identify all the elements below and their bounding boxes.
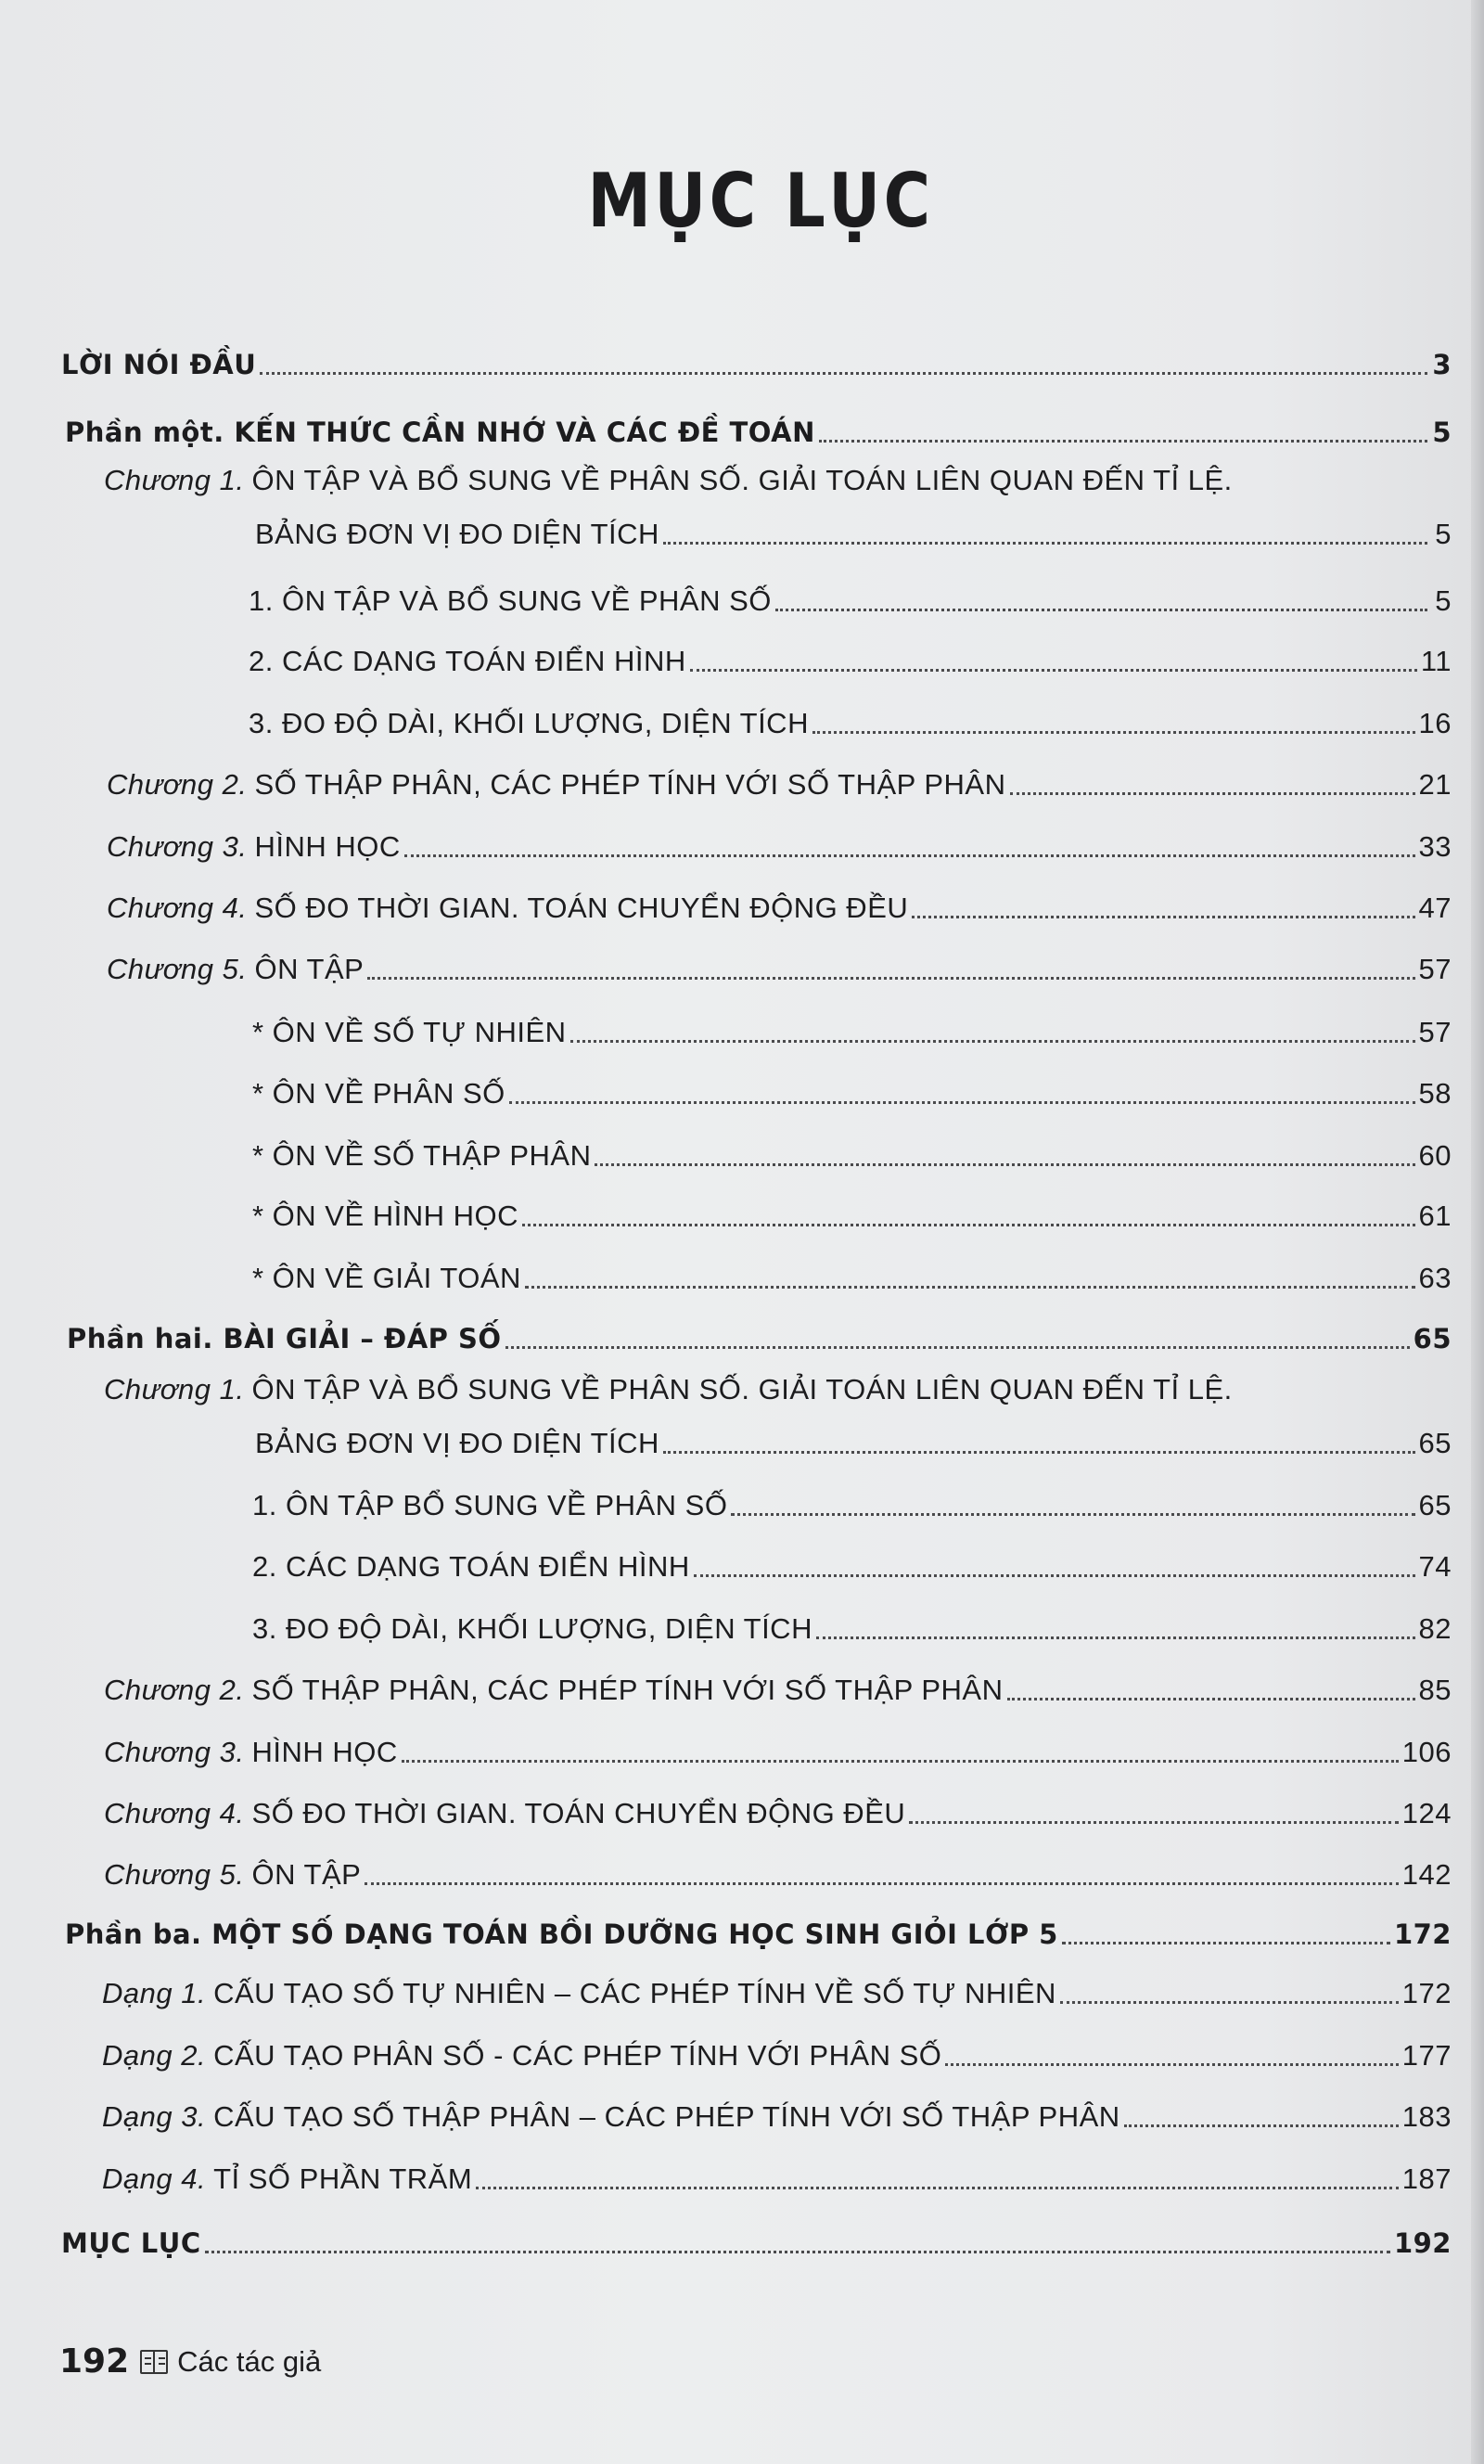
- toc-entry-label: Dạng 1.: [102, 1977, 207, 2009]
- dot-leader: [205, 2251, 1390, 2253]
- toc-entry-line1: [104, 464, 1233, 497]
- dot-leader: [912, 916, 1414, 918]
- toc-page-number: 106: [1401, 1736, 1452, 1768]
- toc-entry-label: Chương 4.: [107, 892, 248, 924]
- toc-entry-title: [107, 768, 1006, 802]
- dot-leader: [775, 609, 1427, 611]
- toc-entry-title: [107, 953, 364, 986]
- toc-entry-title: [249, 584, 772, 618]
- toc-entry-title: [107, 892, 908, 925]
- toc-entry[interactable]: [104, 1840, 1452, 1892]
- toc-entry-label: Chương 3.: [104, 1736, 245, 1768]
- toc-entry[interactable]: [107, 934, 1452, 986]
- dot-leader: [909, 1821, 1399, 1824]
- toc-entry-title: [65, 1918, 1058, 1951]
- toc-entry-text: SỐ ĐO THỜI GIAN. TOÁN CHUYỂN ĐỘNG ĐỀU: [251, 1797, 906, 1829]
- toc-page-number: 5: [1435, 518, 1452, 550]
- toc-page-number: 85: [1418, 1674, 1452, 1706]
- toc-entry-label: Chương 2.: [107, 768, 248, 801]
- dot-leader: [525, 1286, 1415, 1289]
- toc-entry-label: Chương 2.: [104, 1674, 245, 1706]
- toc-page-number: 16: [1418, 707, 1452, 739]
- toc-entry[interactable]: [102, 2144, 1452, 2196]
- book-icon: [140, 2350, 168, 2374]
- toc-entry-title: [67, 1322, 502, 1355]
- toc-entry[interactable]: [252, 1594, 1452, 1646]
- toc-page-number: 142: [1401, 1858, 1452, 1891]
- dot-leader: [945, 2063, 1398, 2066]
- toc-page-number: 58: [1418, 1077, 1452, 1110]
- toc-page-number: 60: [1418, 1139, 1452, 1172]
- dot-leader: [367, 977, 1414, 980]
- toc-page-number: 33: [1418, 830, 1452, 863]
- toc-page-number: 183: [1401, 2100, 1452, 2133]
- toc-entry-text: 3. ĐO ĐỘ DÀI, KHỐI LƯỢNG, DIỆN TÍCH: [249, 707, 809, 739]
- toc-page-number: 57: [1418, 953, 1452, 985]
- dot-leader: [812, 731, 1415, 734]
- dot-leader: [505, 1346, 1410, 1349]
- toc-entry-text-cont: BẢNG ĐƠN VỊ ĐO DIỆN TÍCH: [255, 518, 659, 550]
- toc-page-number: 172: [1401, 1977, 1452, 2009]
- toc-page-number: 177: [1401, 2039, 1452, 2072]
- toc-entry-text: * ÔN VỀ SỐ THẬP PHÂN: [252, 1139, 592, 1172]
- toc-page-number: 5: [1435, 584, 1452, 617]
- toc-page-number: 82: [1418, 1612, 1452, 1645]
- dot-leader: [595, 1163, 1414, 1166]
- toc-entry-title: [104, 1858, 361, 1892]
- toc-entry-text: MỤC LỤC: [61, 2227, 201, 2259]
- toc-entry[interactable]: [255, 1408, 1452, 1460]
- dot-leader: [663, 542, 1427, 545]
- toc-entry-label: Dạng 4.: [102, 2162, 207, 2195]
- toc-entry-title: [104, 1736, 398, 1769]
- footer-authors: Các tác giả: [177, 2344, 322, 2378]
- dot-leader: [404, 854, 1415, 857]
- toc-entry-text: HÌNH HỌC: [254, 830, 401, 863]
- toc-entry[interactable]: [252, 1243, 1452, 1295]
- toc-entry[interactable]: [107, 873, 1452, 925]
- toc-entry-title: [102, 2162, 472, 2196]
- toc-entry-title: [252, 1077, 505, 1110]
- toc-entry[interactable]: [102, 2021, 1452, 2073]
- page-footer: [59, 2342, 321, 2381]
- toc-entry-text: CẤU TẠO PHÂN SỐ - CÁC PHÉP TÍNH VỚI PHÂN SỐ: [213, 2039, 942, 2072]
- toc-entry-title: [252, 1139, 591, 1173]
- toc-page-number: 57: [1418, 1016, 1452, 1048]
- toc-entry-title: [104, 1797, 905, 1830]
- dot-leader: [522, 1224, 1414, 1226]
- toc-entry-label: Dạng 3.: [102, 2100, 207, 2133]
- toc-entry-title: [249, 707, 809, 740]
- toc-entry-text: LỜI NÓI ĐẦU: [61, 349, 257, 380]
- page-title: MỤC LỤC: [587, 158, 934, 244]
- toc-entry[interactable]: [67, 1303, 1452, 1355]
- toc-entry-title: [252, 1200, 518, 1233]
- dot-leader: [570, 1040, 1415, 1043]
- dot-leader: [509, 1101, 1415, 1104]
- toc-entry-title: [252, 1612, 812, 1646]
- dot-leader: [1010, 792, 1415, 795]
- toc-page-number: 21: [1418, 768, 1452, 801]
- toc-entry[interactable]: [249, 626, 1452, 678]
- toc-entry[interactable]: [252, 1121, 1452, 1173]
- toc-entry[interactable]: [61, 2208, 1452, 2260]
- toc-page-number: 3: [1432, 349, 1452, 380]
- dot-leader: [694, 1574, 1415, 1577]
- toc-entry[interactable]: [249, 688, 1452, 740]
- footer-page-number: 192: [59, 2342, 130, 2381]
- toc-page-number: 124: [1401, 1797, 1452, 1829]
- toc-entry[interactable]: [104, 1717, 1452, 1769]
- dot-leader: [731, 1513, 1414, 1516]
- toc-entry-text: * ÔN VỀ PHÂN SỐ: [252, 1077, 505, 1110]
- toc-page-number: 192: [1393, 2227, 1452, 2259]
- toc-page-number: 63: [1418, 1262, 1452, 1294]
- toc-entry[interactable]: [252, 1059, 1452, 1110]
- toc-entry[interactable]: [107, 812, 1452, 864]
- dot-leader: [476, 2187, 1399, 2189]
- toc-entry-title: [65, 416, 815, 449]
- toc-entry-text: CẤU TẠO SỐ THẬP PHÂN – CÁC PHÉP TÍNH VỚI SỐ THẬP PHÂN: [213, 2100, 1120, 2133]
- toc-entry[interactable]: [252, 1532, 1452, 1584]
- toc-entry-text: ÔN TẬP VÀ BỔ SUNG VỀ PHÂN SỐ. GIẢI TOÁN LIÊN QUAN ĐẾN TỈ LỆ.: [251, 464, 1233, 496]
- toc-entry-text: ÔN TẬP VÀ BỔ SUNG VỀ PHÂN SỐ. GIẢI TOÁN LIÊN QUAN ĐẾN TỈ LỆ.: [251, 1373, 1233, 1405]
- toc-page-number: 61: [1418, 1200, 1452, 1232]
- toc-entry-label: Chương 1.: [104, 1373, 245, 1405]
- toc-page-number: 65: [1418, 1489, 1452, 1521]
- toc-page-number: 47: [1418, 892, 1452, 924]
- toc-entry-text: 2. CÁC DẠNG TOÁN ĐIỂN HÌNH: [252, 1550, 690, 1583]
- toc-entry-title: [252, 1489, 727, 1522]
- dot-leader: [402, 1760, 1399, 1763]
- toc-entry-text: TỈ SỐ PHẦN TRĂM: [213, 2162, 473, 2195]
- toc-page-number: 11: [1420, 645, 1452, 677]
- toc-page-number: 65: [1413, 1323, 1452, 1354]
- toc-page-number: 172: [1393, 1919, 1452, 1950]
- toc-entry-text: * ÔN VỀ HÌNH HỌC: [252, 1200, 519, 1232]
- dot-leader: [1124, 2124, 1399, 2127]
- toc-entry-line1: [104, 1373, 1233, 1406]
- toc-entry-text: SỐ THẬP PHÂN, CÁC PHÉP TÍNH VỚI SỐ THẬP PHÂN: [251, 1674, 1004, 1706]
- toc-entry-text: * ÔN VỀ SỐ TỰ NHIÊN: [252, 1016, 567, 1048]
- toc-entry-text: HÌNH HỌC: [251, 1736, 398, 1768]
- toc-entry-label: Chương 3.: [107, 830, 248, 863]
- dot-leader: [1007, 1698, 1415, 1700]
- toc-entry[interactable]: [107, 750, 1452, 802]
- toc-entry-title: [61, 2227, 201, 2260]
- toc-page-number: 74: [1418, 1550, 1452, 1583]
- toc-entry[interactable]: [102, 1958, 1452, 2010]
- toc-entry-title: [102, 2039, 941, 2073]
- toc-entry-text: CẤU TẠO SỐ TỰ NHIÊN – CÁC PHÉP TÍNH VỀ SỐ TỰ NHIÊN: [213, 1977, 1056, 2009]
- toc-entry-title: [102, 2100, 1120, 2134]
- toc-entry[interactable]: [104, 1655, 1452, 1707]
- dot-leader: [365, 1882, 1398, 1885]
- toc-entry[interactable]: [249, 566, 1452, 618]
- toc-entry-text: Phần hai. BÀI GIẢI – ĐÁP SỐ: [67, 1323, 502, 1354]
- toc-entry-text: ÔN TẬP: [254, 953, 365, 985]
- toc-page-number: 65: [1418, 1427, 1452, 1459]
- dot-leader: [816, 1636, 1415, 1639]
- dot-leader: [1062, 1942, 1390, 1944]
- toc-page-number: 5: [1432, 417, 1452, 448]
- dot-leader: [1060, 2001, 1399, 2004]
- toc-page-number: 187: [1401, 2162, 1452, 2195]
- dot-leader: [690, 669, 1417, 672]
- toc-entry-text: SỐ THẬP PHÂN, CÁC PHÉP TÍNH VỚI SỐ THẬP PHÂN: [254, 768, 1006, 801]
- toc-entry-label: Chương 4.: [104, 1797, 245, 1829]
- toc-entry[interactable]: [252, 997, 1452, 1049]
- toc-entry-title: [61, 348, 256, 381]
- toc-entry-text: SỐ ĐO THỜI GIAN. TOÁN CHUYỂN ĐỘNG ĐỀU: [254, 892, 909, 924]
- toc-entry-label: Chương 5.: [104, 1858, 245, 1891]
- toc-entry[interactable]: [104, 1778, 1452, 1830]
- toc-entry-text: Phần một. KẾN THỨC CẦN NHỚ VÀ CÁC ĐỀ TOÁN: [65, 417, 815, 448]
- dot-leader: [663, 1451, 1415, 1454]
- toc-entry-text: 1. ÔN TẬP VÀ BỔ SUNG VỀ PHÂN SỐ: [249, 584, 772, 617]
- toc-entry[interactable]: [252, 1181, 1452, 1233]
- toc-entry[interactable]: [65, 397, 1452, 449]
- toc-entry-title: [252, 1550, 690, 1584]
- toc-entry-text: 1. ÔN TẬP BỔ SUNG VỀ PHÂN SỐ: [252, 1489, 728, 1521]
- toc-entry-title: [102, 1977, 1056, 2010]
- dot-leader: [260, 372, 1427, 375]
- toc-entry[interactable]: [61, 329, 1452, 381]
- toc-entry-title: [252, 1262, 521, 1295]
- toc-entry-text: 3. ĐO ĐỘ DÀI, KHỐI LƯỢNG, DIỆN TÍCH: [252, 1612, 812, 1645]
- toc-entry-label: Chương 5.: [107, 953, 248, 985]
- toc-entry-text: * ÔN VỀ GIẢI TOÁN: [252, 1262, 521, 1294]
- toc-entry-title: [249, 645, 686, 678]
- dot-leader: [819, 440, 1427, 443]
- toc-entry[interactable]: [255, 499, 1452, 551]
- toc-entry-title: [104, 1674, 1004, 1707]
- toc-entry[interactable]: [65, 1899, 1452, 1951]
- toc-entry-title: [252, 1016, 567, 1049]
- toc-entry-text: Phần ba. MỘT SỐ DẠNG TOÁN BỒI DƯỠNG HỌC SINH GIỎI LỚP 5: [65, 1919, 1058, 1950]
- toc-entry-label: Chương 1.: [104, 464, 245, 496]
- toc-entry-label: Dạng 2.: [102, 2039, 207, 2072]
- toc-entry[interactable]: [102, 2082, 1452, 2134]
- toc-entry-text-cont: BẢNG ĐƠN VỊ ĐO DIỆN TÍCH: [255, 1427, 659, 1459]
- toc-entry-text: ÔN TẬP: [251, 1858, 362, 1891]
- toc-entry[interactable]: [252, 1470, 1452, 1522]
- toc-entry-title: [107, 830, 401, 864]
- toc-entry-text: 2. CÁC DẠNG TOÁN ĐIỂN HÌNH: [249, 645, 686, 677]
